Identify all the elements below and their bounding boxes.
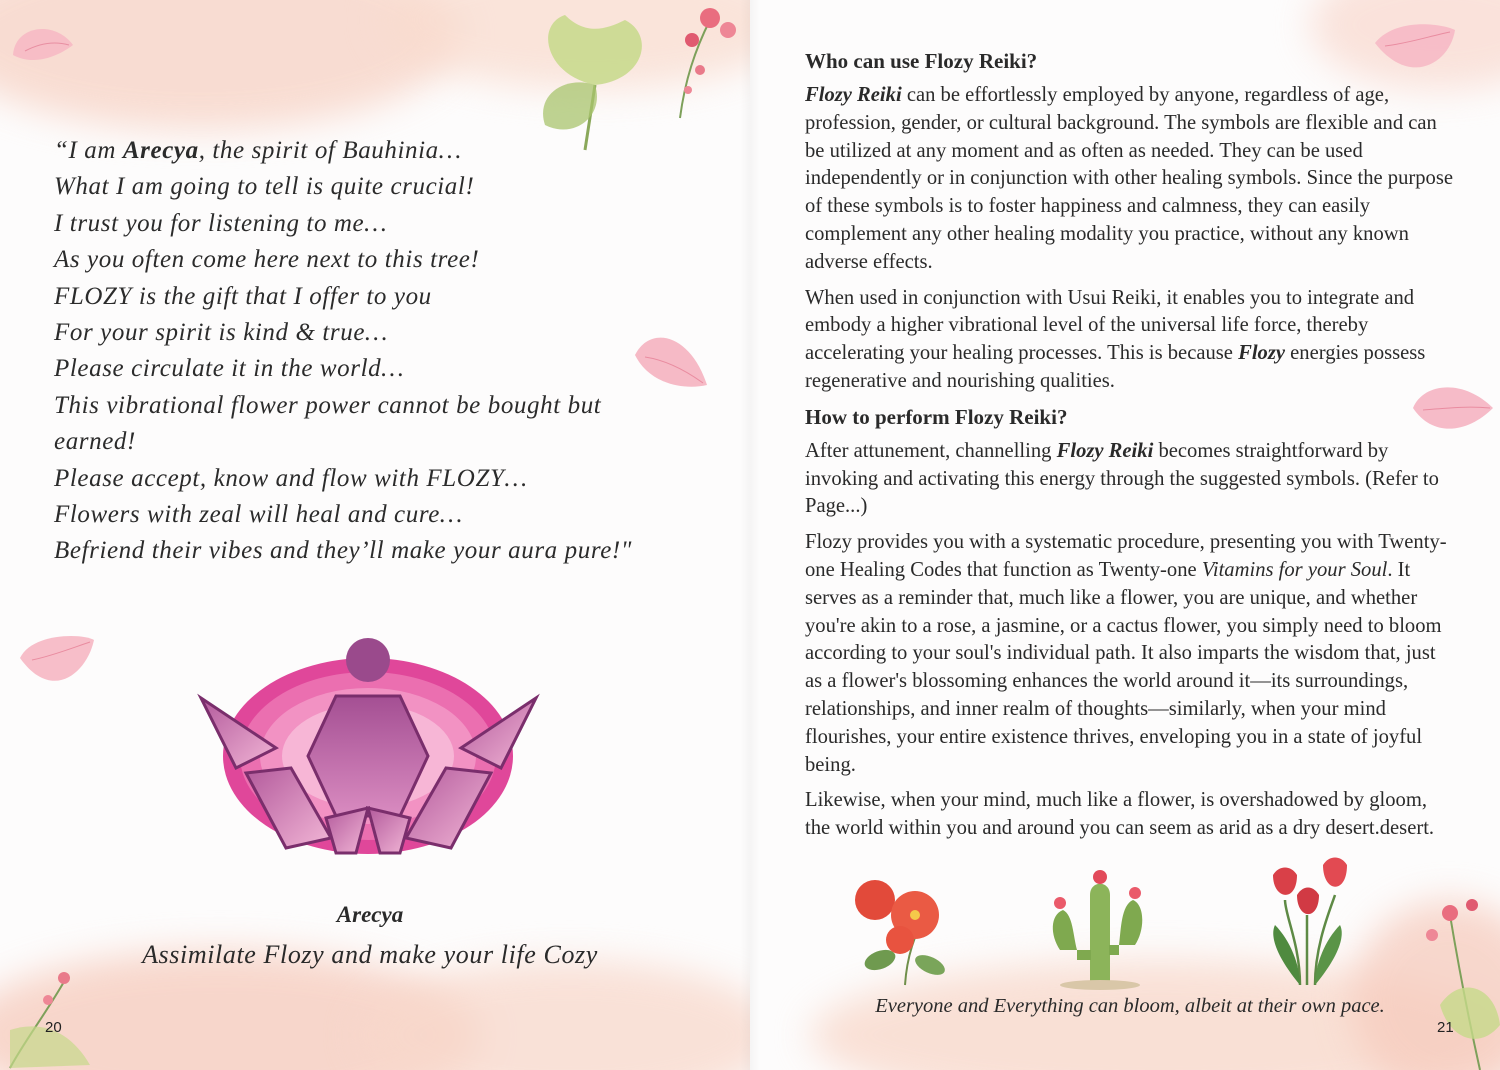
section-heading: How to perform Flozy Reiki? — [805, 404, 1068, 429]
tulip-icon — [1273, 858, 1347, 986]
paragraph: When used in conjunction with Usui Reiki, it enables you to integrate and embody a higher vibrational level of the universal life force, thereby accelerating your healing processes. This is because Flozy energies possess regenerative and nourishing qualities. — [805, 286, 1426, 392]
symbol-name: Arecya — [336, 902, 404, 927]
symbol-motto: Assimilate Flozy and make your life Cozy — [142, 940, 598, 969]
arecya-symbol-icon — [196, 638, 541, 858]
poem-line: Flowers with zeal will heal and cure… — [54, 501, 463, 529]
poem-line: As you often come here next to this tree! — [54, 246, 480, 274]
page-number: 21 — [1437, 1019, 1454, 1036]
paragraph: Flozy Reiki can be effortlessly employed by anyone, regardless of age, profession, gender, or cultural background. The symbols are flexible and can be utilized at any moment and as often as needed. They can be used independently or in conjunction with other healing symbols. Since the purpose of these symbols is to foster happiness and calmness, they can easily complement any other healing modality you practice, without any known adverse effects. — [805, 84, 1454, 273]
paragraph: Likewise, when your mind, much like a flower, is overshadowed by gloom, the world within you and around you can seem as arid as a dry desert.desert. — [805, 789, 1435, 840]
poem-line: earned! — [54, 428, 136, 456]
poem-line: FLOZY is the gift that I offer to you — [54, 282, 432, 310]
cactus-icon — [1053, 870, 1142, 990]
flower-sprig-icon — [640, 0, 750, 120]
right-page — [750, 0, 1500, 1070]
page-number: 20 — [45, 1019, 62, 1036]
hibiscus-icon — [855, 880, 948, 985]
poem-line: For your spirit is kind & true… — [54, 319, 388, 347]
poem — [54, 133, 674, 570]
flower-illustrations — [845, 855, 1445, 990]
section-heading: Who can use Flozy Reiki? — [805, 49, 1038, 73]
poem-line: What I am going to tell is quite crucial! — [54, 173, 475, 201]
bloom-caption: Everyone and Everything can bloom, albeit at their own pace. — [875, 995, 1385, 1017]
watercolor-wash — [360, 960, 750, 1070]
poem-line: “I am Arecya, the spirit of Bauhinia… — [54, 137, 462, 164]
petal-icon — [12, 628, 102, 703]
flower-sprig-icon — [0, 960, 110, 1070]
gutter — [740, 0, 760, 1070]
poem-line: I trust you for listening to me… — [54, 209, 388, 237]
paragraph: After attunement, channelling Flozy Reiki becomes straightforward by invoking and activating this energy through the suggested symbols. (Refer to Page...) — [805, 439, 1439, 518]
article-body — [805, 48, 1453, 851]
petal-icon — [5, 15, 85, 75]
poem-line: Befriend their vibes and they’ll make your aura pure!" — [54, 537, 632, 565]
paragraph: Flozy provides you with a systematic procedure, presenting you with Twenty-one Healing Codes that function as Twenty-one Vitamins for your Soul. It serves as a reminder that, much like a flower, you are unique, and whether you're akin to a rose, a jasmine, or a cactus flower, you simply need to bloom according to your soul's individual path. It also imparts the wisdom that, just as a flower's blossoming enhances the world around it—its surroundings, relationships, and inner realm of thoughts—similarly, when your mind flourishes, your entire existence thrives, enveloping you in a state of joyful being. — [805, 531, 1447, 776]
poem-line: Please accept, know and flow with FLOZY… — [54, 464, 528, 492]
poem-line: Please circulate it in the world… — [54, 355, 405, 383]
poem-line: This vibrational flower power cannot be bought but — [54, 391, 602, 419]
